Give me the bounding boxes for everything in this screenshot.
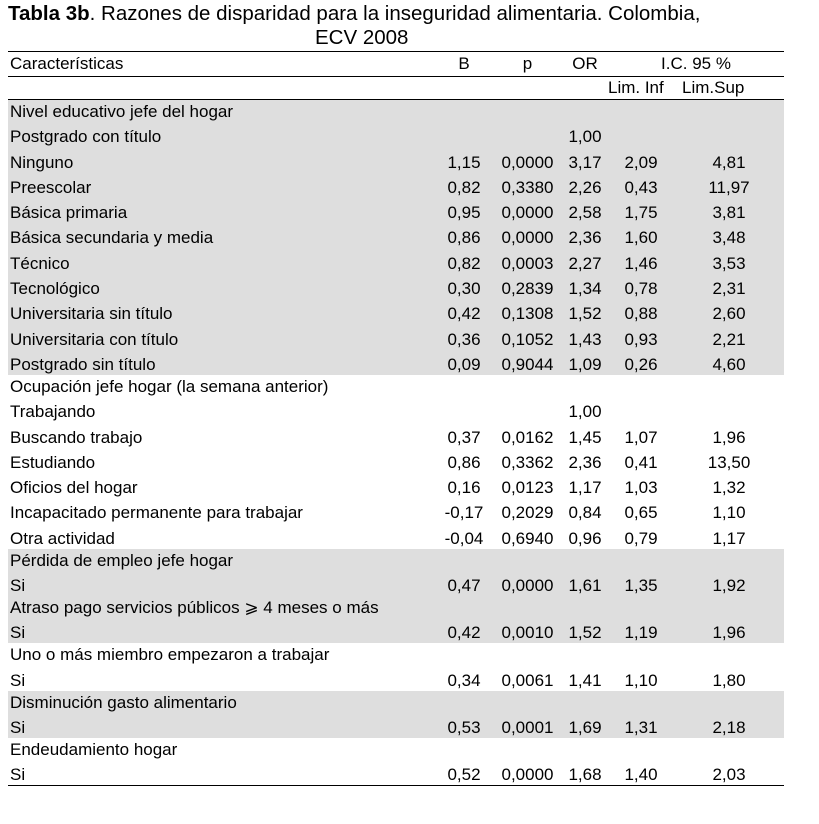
row-label: Oficios del hogar (10, 478, 138, 498)
row-label: Básica secundaria y media (8, 223, 435, 248)
p-value: 0,0000 (493, 223, 562, 248)
b-value: 0,82 (435, 248, 493, 273)
or-value: 1,09 (562, 350, 608, 375)
group-heading-row (8, 100, 784, 123)
p-value: 0,0000 (493, 760, 562, 786)
or-value: 1,00 (568, 402, 602, 422)
lim-sup-value: 2,60 (674, 299, 784, 324)
b-value: 0,09 (435, 350, 493, 375)
table-row (8, 324, 784, 349)
column-header-lim-sup: Lim.Sup (674, 77, 784, 100)
lim-inf-value: 0,88 (608, 299, 674, 324)
b-value: 0,42 (435, 618, 493, 643)
lim-inf-value: 1,46 (608, 248, 674, 273)
table-row (8, 147, 784, 172)
row-label: Si (10, 670, 26, 690)
group-heading: Pérdida de empleo jefe hogar (8, 549, 784, 571)
group-heading-row (8, 643, 784, 665)
table-row (8, 299, 784, 324)
row-label: Si (8, 713, 435, 738)
or-value: 1,34 (562, 274, 608, 299)
p-value: 0,1052 (493, 324, 562, 349)
group-heading: Nivel educativo jefe del hogar (8, 100, 784, 123)
b-value: 0,16 (447, 478, 481, 498)
odds-ratio-table (8, 51, 784, 786)
row-label: Básica primaria (8, 198, 435, 223)
lim-sup-value: 2,21 (674, 324, 784, 349)
lim-inf-value: 1,19 (608, 618, 674, 643)
table-row (8, 350, 784, 375)
group-heading: Atraso pago servicios públicos ⩾ 4 meses o más (8, 596, 784, 618)
lim-inf-value: 1,60 (608, 223, 674, 248)
or-value: 1,00 (562, 122, 608, 147)
lim-inf-value: 1,03 (624, 478, 658, 498)
p-value: 0,0003 (493, 248, 562, 273)
row-label: Si (8, 760, 435, 786)
or-value: 1,69 (562, 713, 608, 738)
column-header-b: B (435, 52, 493, 77)
lim-inf-value: 0,65 (624, 503, 658, 523)
group-heading-row (8, 375, 784, 397)
b-value: 0,36 (435, 324, 493, 349)
p-value: 0,0000 (493, 147, 562, 172)
p-value: 0,0001 (493, 713, 562, 738)
table-row (8, 422, 784, 447)
b-value: 0,82 (435, 173, 493, 198)
table-row (8, 523, 784, 548)
table-title (8, 2, 798, 49)
table-caption: . Razones de disparidad para la inseguridad alimentaria. Colombia, (89, 2, 701, 25)
group-heading-row (8, 738, 784, 760)
lim-sup-value: 11,97 (674, 173, 784, 198)
column-header-p: p (493, 52, 562, 77)
b-value: -0,04 (444, 528, 484, 548)
group-heading: Disminución gasto alimentario (8, 691, 784, 713)
b-value (435, 397, 493, 422)
lim-inf-value: 0,26 (608, 350, 674, 375)
p-value: 0,9044 (493, 350, 562, 375)
lim-sup-value (674, 122, 784, 147)
p-value: 0,0000 (493, 198, 562, 223)
lim-sup-value: 13,50 (707, 452, 751, 472)
group-heading-row (8, 596, 784, 618)
lim-inf-value: 1,40 (608, 760, 674, 786)
row-label: Trabajando (10, 402, 96, 422)
b-value: 0,30 (435, 274, 493, 299)
lim-sup-value: 2,31 (674, 274, 784, 299)
lim-inf-value: 1,35 (608, 571, 674, 596)
p-value: 0,0000 (493, 571, 562, 596)
lim-inf-value: 1,10 (624, 670, 658, 690)
lim-inf-value: 1,31 (608, 713, 674, 738)
lim-sup-value: 2,03 (674, 760, 784, 786)
table-row (8, 618, 784, 643)
table-caption-line2: ECV 2008 (315, 26, 409, 49)
b-value: 0,42 (435, 299, 493, 324)
column-header-lim-inf: Lim. Inf (608, 77, 674, 100)
row-label: Técnico (8, 248, 435, 273)
lim-inf-value: 2,09 (608, 147, 674, 172)
b-value: 0,95 (435, 198, 493, 223)
lim-sup-value: 2,18 (674, 713, 784, 738)
table-row (8, 198, 784, 223)
p-value: 0,0061 (501, 670, 554, 690)
or-value: 2,27 (562, 248, 608, 273)
table-row (8, 498, 784, 523)
or-value: 1,61 (562, 571, 608, 596)
table-row (8, 760, 784, 786)
table-row (8, 223, 784, 248)
row-label: Tecnológico (8, 274, 435, 299)
row-label: Estudiando (10, 452, 96, 472)
b-value: 0,86 (435, 223, 493, 248)
table-row (8, 248, 784, 273)
group-heading-row (8, 549, 784, 571)
or-value: 2,36 (562, 223, 608, 248)
lim-sup-value: 3,53 (674, 248, 784, 273)
row-label: Ninguno (8, 147, 435, 172)
lim-sup-value (674, 397, 784, 422)
or-value: 0,84 (568, 503, 602, 523)
p-value: 0,0162 (501, 427, 554, 447)
row-label: Buscando trabajo (10, 427, 143, 447)
row-label: Incapacitado permanente para trabajar (10, 503, 303, 523)
column-header-or: OR (562, 52, 608, 77)
p-value: 0,0010 (493, 618, 562, 643)
lim-sup-value: 1,96 (712, 427, 746, 447)
p-value: 0,3380 (493, 173, 562, 198)
lim-inf-value: 1,75 (608, 198, 674, 223)
group-heading: Ocupación jefe hogar (la semana anterior) (10, 376, 329, 396)
table-row (8, 665, 784, 690)
or-value: 1,52 (562, 299, 608, 324)
table-row (8, 397, 784, 422)
lim-sup-value: 1,10 (712, 503, 746, 523)
table-row (8, 473, 784, 498)
lim-sup-value: 1,96 (674, 618, 784, 643)
lim-sup-value: 4,60 (674, 350, 784, 375)
lim-inf-value (608, 397, 674, 422)
p-value: 0,3362 (501, 452, 554, 472)
table-row (8, 122, 784, 147)
or-value: 3,17 (562, 147, 608, 172)
or-value: 1,43 (562, 324, 608, 349)
table-number: Tabla 3b (8, 2, 90, 25)
row-label: Si (8, 571, 435, 596)
b-value: 0,47 (435, 571, 493, 596)
lim-inf-value: 0,43 (608, 173, 674, 198)
table-row (8, 173, 784, 198)
p-value: 0,6940 (501, 528, 554, 548)
p-value (493, 397, 562, 422)
lim-inf-value: 1,07 (624, 427, 658, 447)
lim-sup-value: 4,81 (674, 147, 784, 172)
group-heading-row (8, 691, 784, 713)
or-value: 1,52 (562, 618, 608, 643)
b-value (435, 122, 493, 147)
lim-inf-value: 0,41 (624, 452, 658, 472)
b-value: 0,34 (447, 670, 481, 690)
or-value: 2,58 (562, 198, 608, 223)
row-label: Preescolar (8, 173, 435, 198)
b-value: -0,17 (444, 503, 484, 523)
lim-inf-value: 0,79 (624, 528, 658, 548)
or-value: 1,17 (568, 478, 602, 498)
row-label: Otra actividad (10, 528, 115, 548)
p-value: 0,2839 (493, 274, 562, 299)
lim-sup-value: 1,80 (712, 670, 746, 690)
or-value: 0,96 (568, 528, 602, 548)
row-label: Universitaria con título (8, 324, 435, 349)
lim-sup-value: 1,92 (674, 571, 784, 596)
table-row (8, 274, 784, 299)
table-row (8, 448, 784, 473)
row-label: Postgrado con título (8, 122, 435, 147)
row-label: Postgrado sin título (8, 350, 435, 375)
lim-sup-value: 1,17 (712, 528, 746, 548)
column-header-ic: I.C. 95 % (608, 52, 784, 77)
p-value: 0,1308 (493, 299, 562, 324)
or-value: 2,36 (568, 452, 602, 472)
row-label: Universitaria sin título (8, 299, 435, 324)
row-label: Si (8, 618, 435, 643)
lim-sup-value: 3,81 (674, 198, 784, 223)
group-heading: Uno o más miembro empezaron a trabajar (10, 645, 330, 665)
lim-sup-value: 1,32 (712, 478, 746, 498)
b-value: 0,37 (447, 427, 481, 447)
group-heading: Endeudamiento hogar (10, 739, 178, 759)
or-value: 1,41 (568, 670, 602, 690)
lim-inf-value: 0,78 (608, 274, 674, 299)
lim-sup-value: 3,48 (674, 223, 784, 248)
p-value: 0,2029 (501, 503, 554, 523)
p-value (493, 122, 562, 147)
lim-inf-value: 0,93 (608, 324, 674, 349)
table-row (8, 713, 784, 738)
b-value: 0,53 (435, 713, 493, 738)
b-value: 0,52 (435, 760, 493, 786)
column-header-caracteristicas: Características (8, 52, 435, 77)
b-value: 0,86 (447, 452, 481, 472)
table-body (8, 100, 784, 786)
table-row (8, 571, 784, 596)
or-value: 1,45 (568, 427, 602, 447)
p-value: 0,0123 (501, 478, 554, 498)
or-value: 1,68 (562, 760, 608, 786)
or-value: 2,26 (562, 173, 608, 198)
b-value: 1,15 (435, 147, 493, 172)
lim-inf-value (608, 122, 674, 147)
